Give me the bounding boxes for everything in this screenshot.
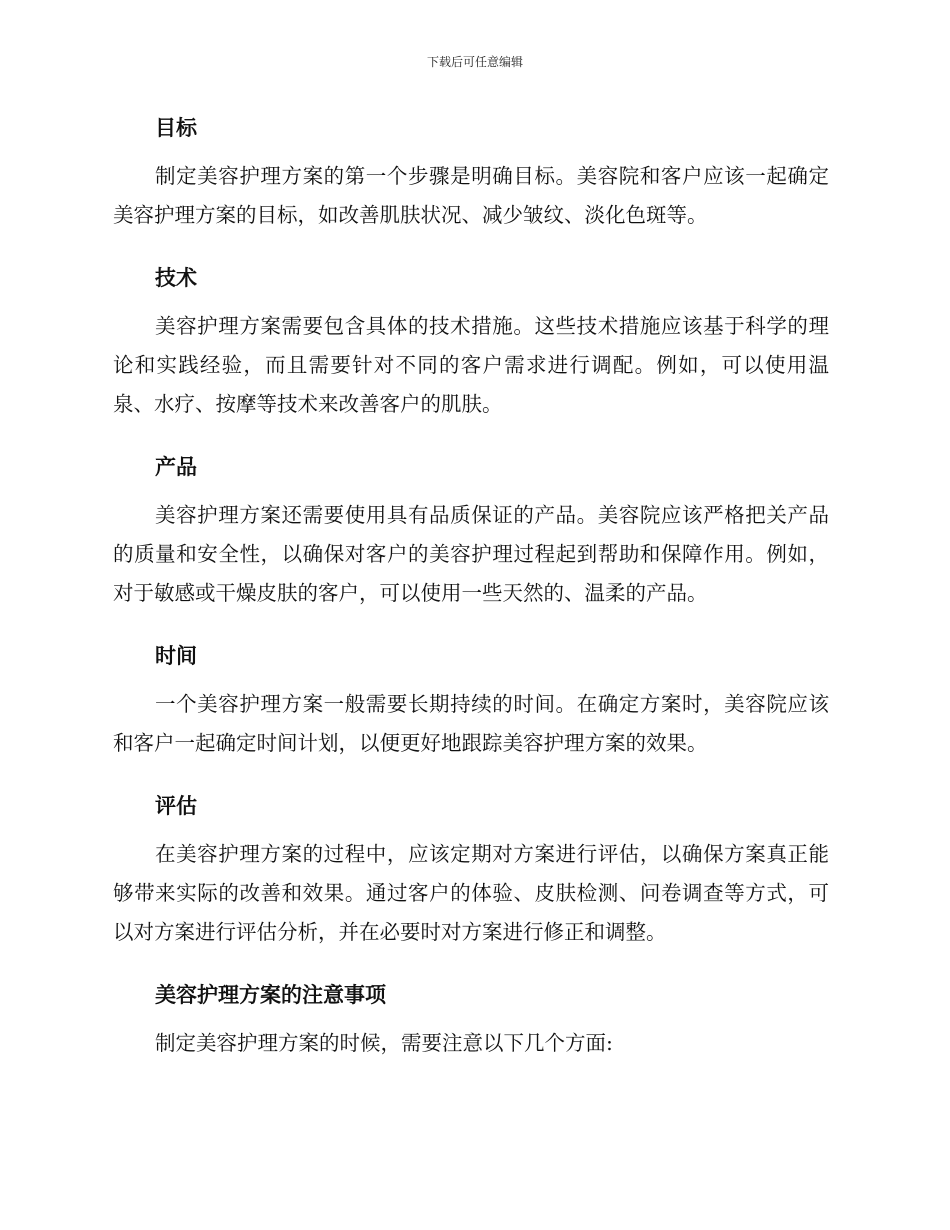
section-evaluation (113, 786, 829, 952)
document-body (113, 108, 829, 1086)
section-paragraph: 一个美容护理方案一般需要长期持续的时间。在确定方案时，美容院应该和客户一起确定时间计划，以便更好地跟踪美容护理方案的效果。 (113, 692, 829, 755)
section-heading: 时间 (155, 644, 197, 668)
section-heading: 技术 (155, 266, 197, 290)
section-paragraph: 制定美容护理方案的第一个步骤是明确目标。美容院和客户应该一起确定美容护理方案的目标，如改善肌肤状况、减少皱纹、淡化色斑等。 (113, 164, 829, 227)
section-heading: 评估 (155, 794, 197, 818)
section-precautions (113, 975, 829, 1063)
page-header: 下载后可任意编辑 (426, 55, 523, 69)
section-heading: 美容护理方案的注意事项 (155, 983, 386, 1007)
section-heading: 产品 (155, 455, 197, 479)
section-paragraph: 美容护理方案需要包含具体的技术措施。这些技术措施应该基于科学的理论和实践经验，而且需要针对不同的客户需求进行调配。例如，可以使用温泉、水疗、按摩等技术来改善客户的肌肤。 (113, 314, 829, 416)
section-goal (113, 108, 829, 235)
section-product (113, 447, 829, 613)
section-paragraph: 在美容护理方案的过程中，应该定期对方案进行评估，以确保方案真正能够带来实际的改善和效果。通过客户的体验、皮肤检测、问卷调查等方式，可以对方案进行评估分析，并在必要时对方案进行修正和调整。 (113, 842, 829, 944)
section-paragraph: 美容护理方案还需要使用具有品质保证的产品。美容院应该严格把关产品的质量和安全性，以确保对客户的美容护理过程起到帮助和保障作用。例如，对于敏感或干燥皮肤的客户，可以使用一些天然的、温柔的产品。 (113, 503, 829, 605)
section-heading: 目标 (155, 116, 197, 140)
section-paragraph: 制定美容护理方案的时候，需要注意以下几个方面: (155, 1031, 613, 1055)
section-time (113, 636, 829, 763)
section-technique (113, 258, 829, 424)
